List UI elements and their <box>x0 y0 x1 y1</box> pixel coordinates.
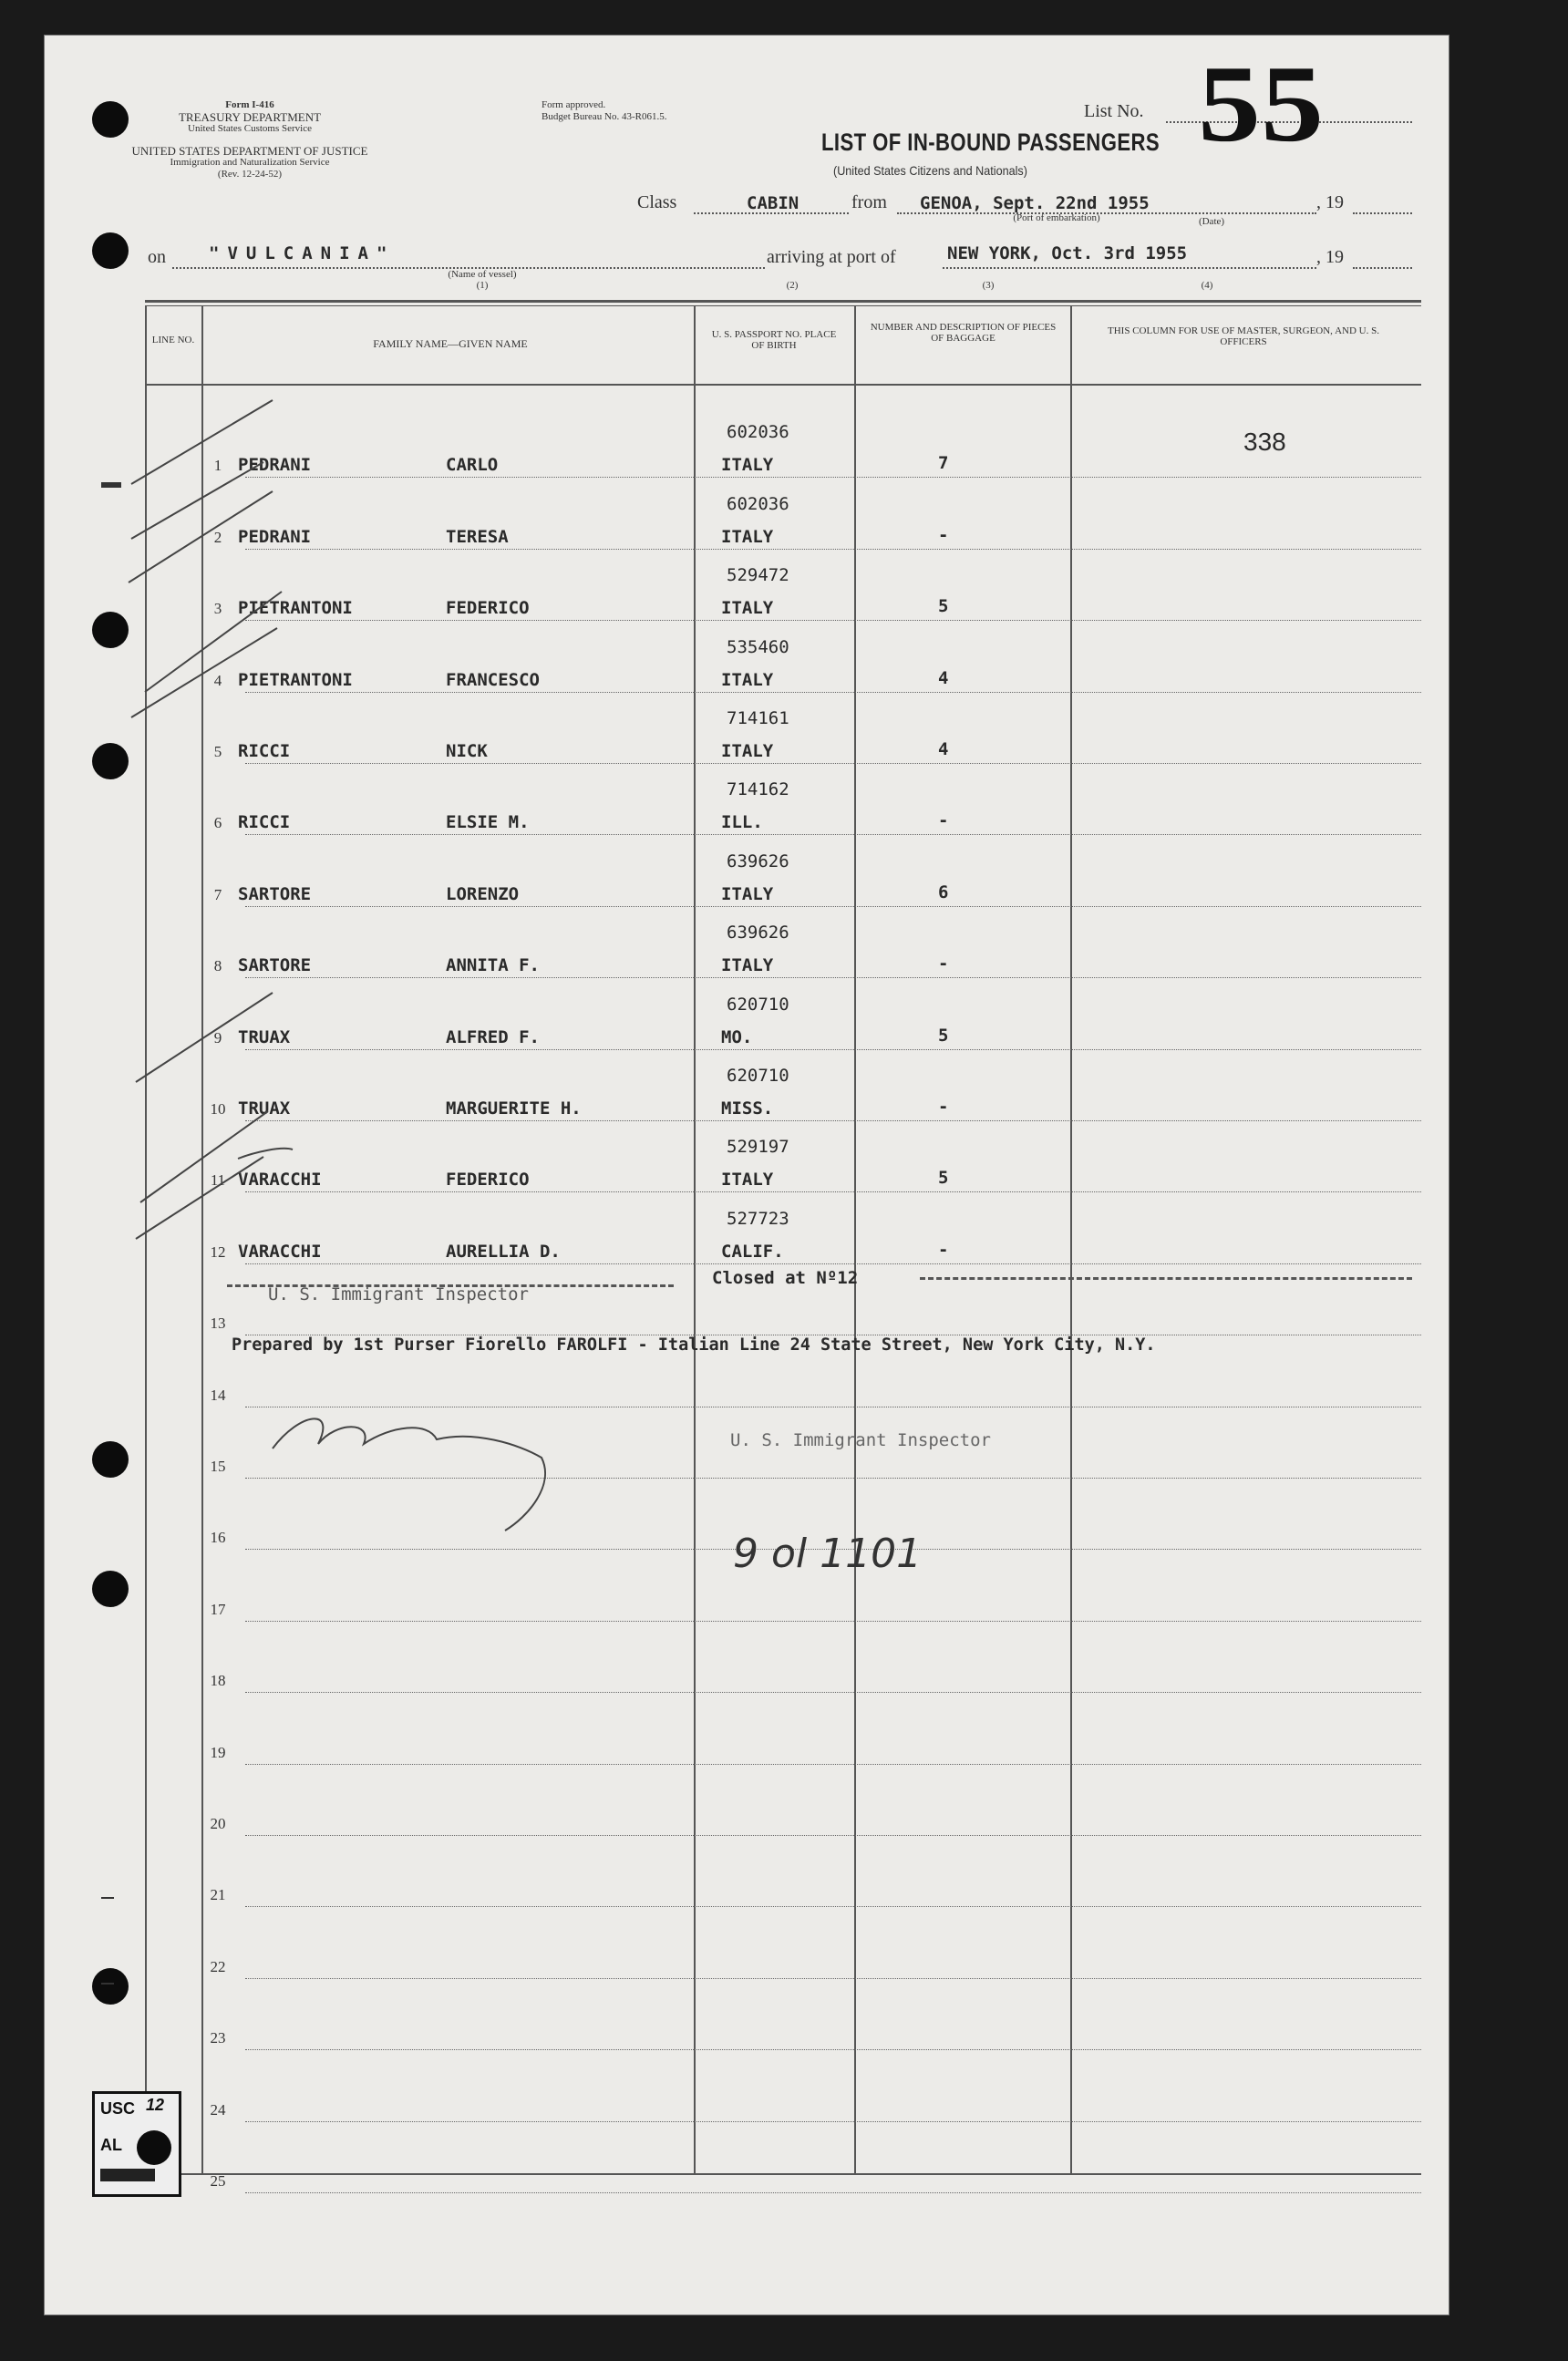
arriving-value: NEW YORK, Oct. 3rd 1955 <box>947 243 1188 263</box>
edge-mark <box>101 1983 114 1985</box>
line-number: 5 <box>213 743 222 760</box>
given-name: CARLO <box>446 455 499 476</box>
baggage-count: 4 <box>938 739 949 759</box>
given-name: LORENZO <box>446 883 520 904</box>
family-name: VARACCHI <box>238 1241 322 1262</box>
col-header-baggage: NUMBER AND DESCRIPTION OF PIECES OF BAGGAGE <box>870 322 1057 344</box>
passport-number: 535460 <box>727 636 789 657</box>
line-number: 17 <box>210 1600 226 1618</box>
inspector-label-2: U. S. Immigrant Inspector <box>730 1430 991 1450</box>
given-name: NICK <box>446 741 488 761</box>
vessel-caption: (Name of vessel) <box>448 269 517 280</box>
closed-note: Closed at Nº12 <box>712 1268 859 1288</box>
col-header-passport: U. S. PASSPORT NO. PLACE OF BIRTH <box>711 329 837 351</box>
family-name: PEDRANI <box>238 526 312 547</box>
justice-dept: UNITED STATES DEPARTMENT OF JUSTICE <box>131 144 368 158</box>
place-of-birth: ITALY <box>721 669 774 690</box>
vessel-name: "VULCANIA" <box>209 243 396 263</box>
line-number: 10 <box>210 1100 226 1118</box>
family-name: SARTORE <box>238 883 312 904</box>
place-of-birth: ITALY <box>721 526 774 547</box>
col-num-3: (3) <box>982 280 995 291</box>
page-subtitle: (United States Citizens and Nationals) <box>833 163 1027 178</box>
line-number: 12 <box>210 1242 226 1261</box>
given-name: ANNITA F. <box>446 955 540 976</box>
line-number: 20 <box>210 1815 226 1832</box>
place-of-birth: ITALY <box>721 1170 774 1191</box>
col-header-officers: THIS COLUMN FOR USE OF MASTER, SURGEON, AND U. S. OFFICERS <box>1108 325 1379 347</box>
passport-number: 602036 <box>727 422 789 443</box>
passport-number: 620710 <box>727 994 789 1015</box>
passport-number: 529197 <box>727 1137 789 1158</box>
line-number: 18 <box>210 1672 226 1690</box>
place-of-birth: ITALY <box>721 883 774 904</box>
inspector-dash-line <box>227 1284 674 1287</box>
passport-number: 527723 <box>727 1208 789 1229</box>
family-name: SARTORE <box>238 955 312 976</box>
baggage-count: 7 <box>938 453 949 474</box>
family-name: PIETRANTONI <box>238 598 353 619</box>
given-name: MARGUERITE H. <box>446 1098 582 1119</box>
line-number: 9 <box>213 1028 222 1046</box>
baggage-count: 5 <box>938 1025 949 1046</box>
line-number: 23 <box>210 2029 226 2047</box>
line-number: 8 <box>213 957 222 975</box>
line-number: 4 <box>213 671 222 689</box>
stamp-line2: AL <box>100 2136 122 2154</box>
baggage-count: - <box>938 954 949 974</box>
arriving-label: arriving at port of <box>767 247 896 267</box>
passport-number: 714161 <box>727 708 789 728</box>
line-number: 22 <box>210 1957 226 1975</box>
line-number: 13 <box>210 1315 226 1333</box>
year-suffix-2: , 19 <box>1316 247 1344 267</box>
closed-dash-line <box>920 1277 1412 1280</box>
manifest-sheet <box>44 35 1449 2315</box>
family-name: PIETRANTONI <box>238 669 353 690</box>
family-name: TRUAX <box>238 1026 291 1047</box>
place-of-birth: ITALY <box>721 741 774 761</box>
family-name: TRUAX <box>238 1098 291 1119</box>
year-suffix-1: , 19 <box>1316 192 1344 212</box>
inspector-label-1: U. S. Immigrant Inspector <box>268 1284 529 1304</box>
passport-number: 714162 <box>727 779 789 800</box>
form-approved: Form approved. <box>542 99 606 110</box>
place-of-birth: MISS. <box>721 1098 774 1119</box>
baggage-count: 4 <box>938 667 949 688</box>
from-label: from <box>851 192 887 212</box>
from-value: GENOA, Sept. 22nd 1955 <box>920 193 1150 213</box>
given-name: FRANCESCO <box>446 669 540 690</box>
ins-service: Immigration and Naturalization Service <box>170 157 330 168</box>
customs-service: United States Customs Service <box>188 123 312 134</box>
family-name: VARACCHI <box>238 1170 322 1191</box>
passport-number: 602036 <box>727 493 789 514</box>
given-name: ELSIE M. <box>446 812 530 833</box>
family-name: RICCI <box>238 812 291 833</box>
baggage-count: 5 <box>938 596 949 617</box>
place-of-birth: ILL. <box>721 812 763 833</box>
passport-number: 639626 <box>727 851 789 871</box>
passport-number: 620710 <box>727 1066 789 1086</box>
line-number: 7 <box>213 885 222 903</box>
line-number: 2 <box>213 528 222 546</box>
line-number: 19 <box>210 1743 226 1761</box>
col-num-2: (2) <box>786 280 799 291</box>
family-name: RICCI <box>238 741 291 761</box>
date-caption: (Date) <box>1198 216 1225 227</box>
page-title: LIST OF IN-BOUND PASSENGERS <box>821 129 1161 156</box>
col-header-name: FAMILY NAME—GIVEN NAME <box>373 337 528 350</box>
edge-mark <box>101 1897 114 1899</box>
list-no-label: List No. <box>1084 101 1144 121</box>
baggage-count: 5 <box>938 1168 949 1189</box>
place-of-birth: ITALY <box>721 955 774 976</box>
place-of-birth: ITALY <box>721 598 774 619</box>
revision: (Rev. 12-24-52) <box>217 169 283 180</box>
passport-number: 639626 <box>727 923 789 943</box>
given-name: AURELLIA D. <box>446 1241 561 1262</box>
line-number: 3 <box>213 600 222 618</box>
stamp-line1: USC <box>100 2099 136 2118</box>
edge-mark <box>101 482 121 488</box>
treasury-dept: TREASURY DEPARTMENT <box>178 110 322 124</box>
stamp-bar <box>100 2169 155 2181</box>
archive-stamp <box>92 2091 181 2197</box>
given-name: TERESA <box>446 526 509 547</box>
col-num-1: (1) <box>476 280 489 291</box>
line-number: 16 <box>210 1529 226 1547</box>
prepared-by: Prepared by 1st Purser Fiorello FAROLFI - Italian Line 24 State Street, New York City, N.Y. <box>232 1335 1156 1355</box>
line-number: 24 <box>210 2100 226 2119</box>
passport-number: 529472 <box>727 565 789 586</box>
list-number: 55 <box>1198 43 1324 164</box>
line-number: 15 <box>210 1458 226 1475</box>
col-num-4: (4) <box>1201 280 1213 291</box>
baggage-count: 6 <box>938 882 949 902</box>
place-of-birth: ITALY <box>721 455 774 476</box>
family-name: PEDRANI <box>238 455 312 476</box>
baggage-count: - <box>938 524 949 545</box>
check-marks <box>45 36 1449 2315</box>
line-number: 1 <box>213 457 222 475</box>
baggage-count: - <box>938 1239 949 1260</box>
line-number: 11 <box>210 1171 226 1190</box>
place-of-birth: CALIF. <box>721 1241 784 1262</box>
line-number: 21 <box>210 1886 226 1904</box>
form-number: Form I-416 <box>225 99 274 110</box>
baggage-count: - <box>938 1097 949 1117</box>
class-label: Class <box>637 192 677 212</box>
line-number: 25 <box>210 2172 226 2190</box>
port-caption: (Port of embarkation) <box>1013 212 1100 223</box>
stamp-number: 12 <box>146 2096 165 2114</box>
budget-bureau: Budget Bureau No. 43-R061.5. <box>542 111 667 122</box>
stamp-hole <box>137 2130 171 2165</box>
on-label: on <box>148 247 166 267</box>
class-value: CABIN <box>747 193 799 213</box>
given-name: FEDERICO <box>446 598 530 619</box>
baggage-count: - <box>938 810 949 831</box>
line-number: 6 <box>213 814 222 832</box>
officer-note: 338 <box>1243 428 1286 457</box>
handwritten-note: 9 ol 1101 <box>733 1531 923 1577</box>
line-number: 14 <box>210 1386 226 1404</box>
given-name: FEDERICO <box>446 1170 530 1191</box>
place-of-birth: MO. <box>721 1026 753 1047</box>
given-name: ALFRED F. <box>446 1026 540 1047</box>
col-header-line-no: LINE NO. <box>151 335 195 345</box>
